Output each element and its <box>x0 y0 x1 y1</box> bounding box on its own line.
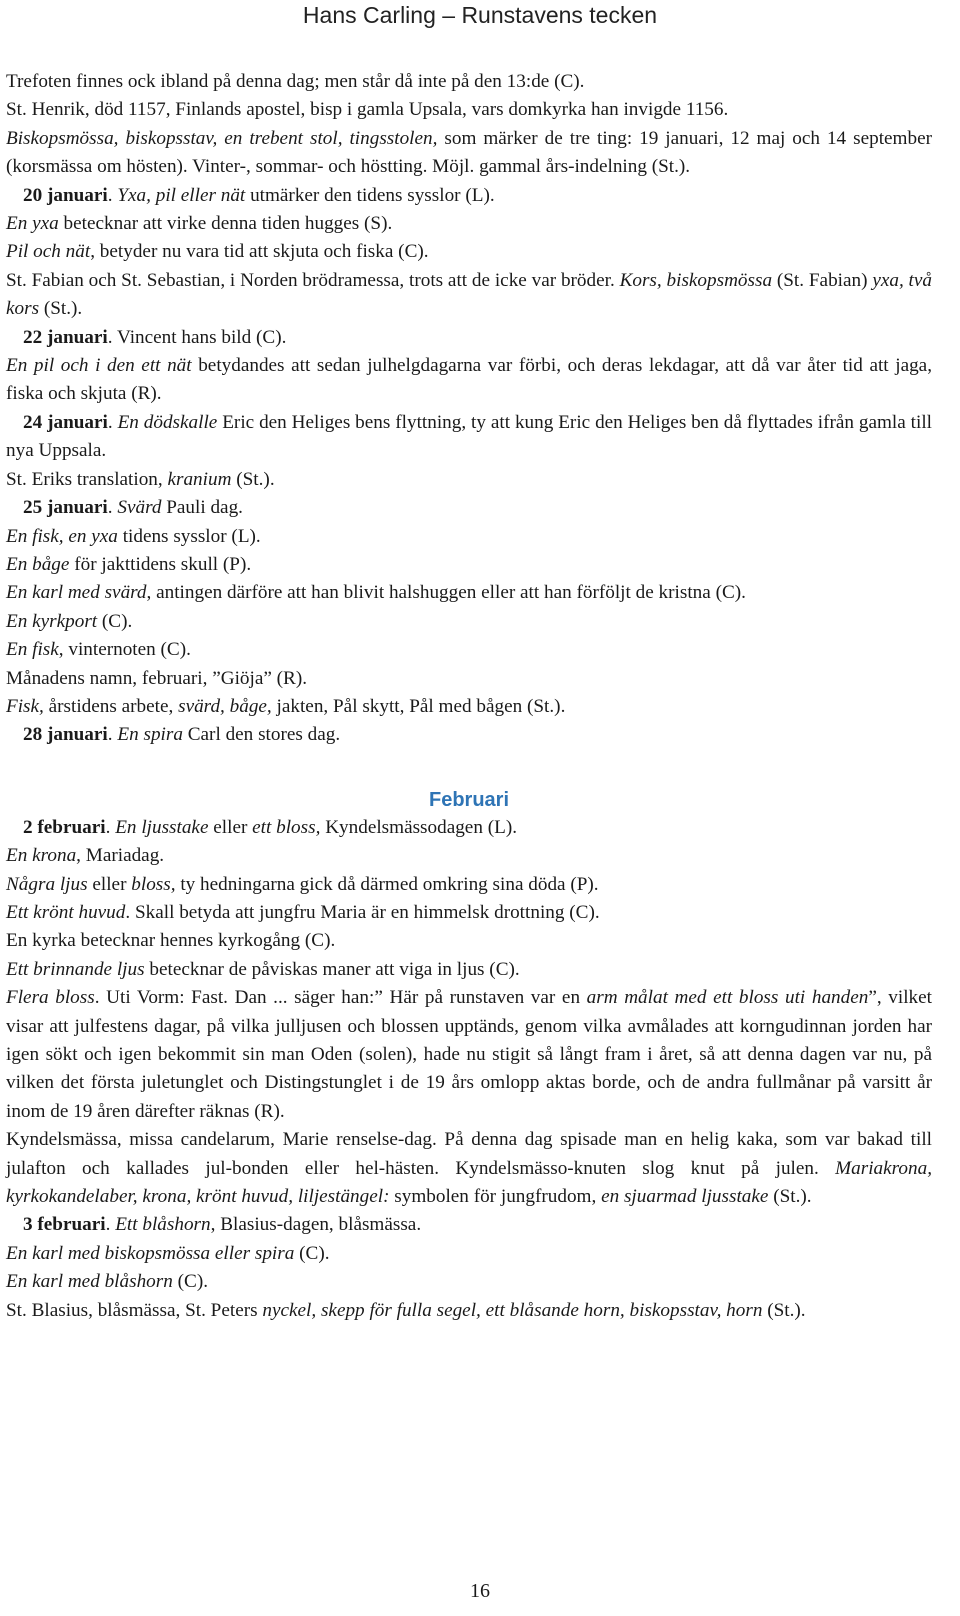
symbol-text: Ett brinnande ljus <box>6 958 145 980</box>
symbol-text: arm målat med ett bloss uti handen <box>586 987 869 1009</box>
month-heading: Februari <box>428 788 510 811</box>
body-text: (St.). <box>768 1186 812 1208</box>
paragraph <box>6 984 932 1126</box>
body-text: symbolen för jungfrudom, <box>389 1186 602 1208</box>
document-body <box>6 68 932 1325</box>
body-text: (C). <box>172 1271 208 1293</box>
paragraph <box>6 352 932 409</box>
body-text: betydandes att sedan julhelgdagarna var förbi, och deras lekdagar, att då var åter tid att jaga, fiska och skjuta (R). <box>6 355 932 405</box>
body-text: för jakttidens skull (P). <box>69 553 252 575</box>
symbol-text: Svärd <box>117 497 162 519</box>
paragraph <box>6 608 932 636</box>
symbol-text: En spira <box>117 724 183 746</box>
text-section <box>6 786 932 1325</box>
body-text: ty hedningarna gick då därmed omkring sina döda (P). <box>175 873 599 895</box>
symbol-text: Ett krönt huvud <box>6 901 126 923</box>
dated-entry-paragraph <box>6 1211 932 1239</box>
paragraph <box>6 210 932 238</box>
body-text: , antingen därföre att han blivit halshuggen eller att han förföljt de kristna (C). <box>146 582 746 604</box>
symbol-text: En dödskalle <box>117 411 218 433</box>
symbol-text: En kyrkport <box>6 610 98 632</box>
body-text: eller <box>208 816 253 838</box>
date-label: 3 februari <box>23 1214 106 1236</box>
body-text: (St.). <box>39 298 83 320</box>
body-text: Månadens namn, februari, ”Giöja” (R). <box>6 667 308 689</box>
symbol-text: En fisk <box>6 639 59 661</box>
symbol-text: ett bloss, <box>252 816 321 838</box>
body-text: . Vincent hans bild (C). <box>107 326 287 348</box>
body-text: betecknar de påviskas maner att viga in ljus (C). <box>144 958 520 980</box>
body-text: betecknar att virke denna tiden hugges (S). <box>58 213 393 235</box>
symbol-text: en sjuarmad ljusstake <box>601 1186 769 1208</box>
symbol-text: Några ljus <box>6 873 88 895</box>
symbol-text: En båge <box>6 553 70 575</box>
body-text: . Uti Vorm: Fast. Dan ... säger han:” Här på runstaven var en <box>94 987 587 1009</box>
symbol-text: Flera bloss <box>6 987 95 1009</box>
body-text: , betyder nu vara tid att skjuta och fiska (C). <box>90 241 429 263</box>
symbol-text: Fisk, <box>6 695 44 717</box>
body-text: , vinternoten (C). <box>58 639 191 661</box>
paragraph <box>6 1297 932 1325</box>
date-label: 25 januari <box>23 497 108 519</box>
body-text: , Mariadag. <box>76 845 165 867</box>
symbol-text: Ett blåshorn <box>115 1214 211 1236</box>
date-label: 22 januari <box>23 326 108 348</box>
paragraph <box>6 636 932 664</box>
body-text: , Blasius-dagen, blåsmässa. <box>210 1214 422 1236</box>
dated-entry-paragraph <box>6 721 932 749</box>
symbol-text: kranium <box>167 468 232 490</box>
paragraph <box>6 1240 932 1268</box>
paragraph <box>6 579 932 607</box>
symbol-text: En ljusstake <box>115 816 209 838</box>
symbol-text: Yxa, pil eller nät <box>117 184 246 206</box>
symbol-text: En pil och i den ett nät <box>6 355 192 377</box>
dated-entry-paragraph <box>6 814 932 842</box>
body-text: Trefoten finnes ock ibland på denna dag; men står då inte på den 13:de (C). <box>6 71 585 92</box>
paragraph <box>6 96 932 124</box>
body-text: . <box>107 724 118 746</box>
body-text: . <box>107 411 118 433</box>
text-section <box>6 68 932 750</box>
paragraph <box>6 125 932 182</box>
date-label: 24 januari <box>23 411 108 433</box>
paragraph <box>6 871 932 899</box>
body-text: . <box>107 497 118 519</box>
dated-entry-paragraph <box>6 494 932 522</box>
body-text: (St.). <box>762 1299 806 1321</box>
body-text: (St. Fabian) <box>772 269 873 291</box>
body-text: (C). <box>294 1242 330 1264</box>
body-text: utmärker den tidens sysslor (L). <box>245 184 495 206</box>
body-text: . <box>107 184 118 206</box>
body-text: jakten, Pål skytt, Pål med bågen (St.). <box>271 695 566 717</box>
paragraph <box>6 842 932 870</box>
body-text: årstidens arbete, <box>43 695 179 717</box>
symbol-text: Kors, biskopsmössa <box>619 269 773 291</box>
body-text: eller <box>87 873 132 895</box>
body-text: som märker de tre ting: 19 januari, 12 maj och 14 september (korsmässa om hösten). Vinter-, sommar- och höstting. Möjl. gammal års-indelning (St.). <box>6 127 932 178</box>
symbol-text: En yxa <box>6 213 59 235</box>
body-text: Kyndelsmässa, missa candelarum, Marie renselse-dag. På denna dag spisade man en helig kaka, som var bakad till julafton och kallades jul-bonden eller hel-hästen. Kyndelsmässo-knuten slog knut på julen. <box>6 1129 932 1179</box>
paragraph <box>6 267 932 324</box>
running-header: Hans Carling – Runstavens tecken <box>302 2 658 28</box>
symbol-text: Mariakrona, kyrkokandelaber, krona, krönt huvud, liljestängel: <box>6 1157 932 1208</box>
symbol-text: bloss, <box>131 873 176 895</box>
body-text: St. Henrik, död 1157, Finlands apostel, bisp i gamla Upsala, vars domkyrka han invigde 1156. <box>6 99 729 121</box>
body-text: (C). <box>97 610 133 632</box>
body-text: Kyndelsmässodagen (L). <box>320 816 518 838</box>
symbol-text: En krona <box>6 845 77 867</box>
symbol-text: Pil och nät <box>6 241 91 263</box>
symbol-text: yxa, två kors <box>6 269 932 320</box>
symbol-text: En karl med blåshorn <box>6 1271 173 1293</box>
paragraph <box>6 1268 932 1296</box>
dated-entry-paragraph <box>6 324 932 352</box>
body-text: ”, vilket visar att julfestens dagar, på vilka julljusen och blossen upptänds, genom vilka avmålades att korngudinnan jorden har igen sökt och igen bekommit sin man Oden (solen), hade nu stigit så långt fram i året, så att denna dagen var nu, på vilken det första juletunglet och Distingstunglet i de 19 års omlopp aktas borde, och de andra fullmånar på varsitt år inom de 19 åren därefter räknas (R). <box>6 987 932 1122</box>
body-text: Carl den stores dag. <box>182 724 341 746</box>
symbol-text: nyckel, skepp för fulla segel, ett blåsande horn, biskopsstav, horn <box>262 1299 763 1321</box>
paragraph <box>6 68 932 96</box>
paragraph <box>6 956 932 984</box>
body-text: St. Eriks translation, <box>6 468 168 490</box>
date-label: 28 januari <box>23 724 108 746</box>
body-text: St. Fabian och St. Sebastian, i Norden brödramessa, trots att de icke var bröder. <box>6 269 620 291</box>
body-text: St. Blasius, blåsmässa, St. Peters <box>6 1299 263 1321</box>
dated-entry-paragraph <box>6 409 932 466</box>
body-text: (St.). <box>231 468 275 490</box>
paragraph <box>6 238 932 266</box>
body-text: . Skall betyda att jungfru Maria är en himmelsk drottning (C). <box>125 901 600 923</box>
dated-entry-paragraph <box>6 182 932 210</box>
page-number: 16 <box>470 1580 490 1602</box>
paragraph <box>6 927 932 955</box>
symbol-text: En fisk, en yxa <box>6 525 118 547</box>
paragraph <box>6 551 932 579</box>
date-label: 2 februari <box>23 816 106 838</box>
body-text: Pauli dag. <box>161 497 243 519</box>
body-text: . <box>105 1214 116 1236</box>
paragraph <box>6 1126 932 1211</box>
symbol-text: En karl med svärd <box>6 582 147 604</box>
paragraph <box>6 693 932 721</box>
paragraph <box>6 466 932 494</box>
symbol-text: En karl med biskopsmössa eller spira <box>6 1242 295 1264</box>
symbol-text: svärd, båge, <box>178 695 272 717</box>
body-text: . <box>105 816 116 838</box>
paragraph <box>6 665 932 693</box>
symbol-text: Biskopsmössa, biskopsstav, en trebent stol, tingsstolen, <box>6 127 438 149</box>
body-text: Eric den Heliges bens flyttning, ty att kung Eric den Heliges ben då flyttades ifrån gamla till nya Uppsala. <box>6 411 932 462</box>
paragraph <box>6 899 932 927</box>
paragraph <box>6 523 932 551</box>
body-text: En kyrka betecknar hennes kyrkogång (C). <box>6 930 336 952</box>
date-label: 20 januari <box>23 184 108 206</box>
body-text: tidens sysslor (L). <box>117 525 261 547</box>
